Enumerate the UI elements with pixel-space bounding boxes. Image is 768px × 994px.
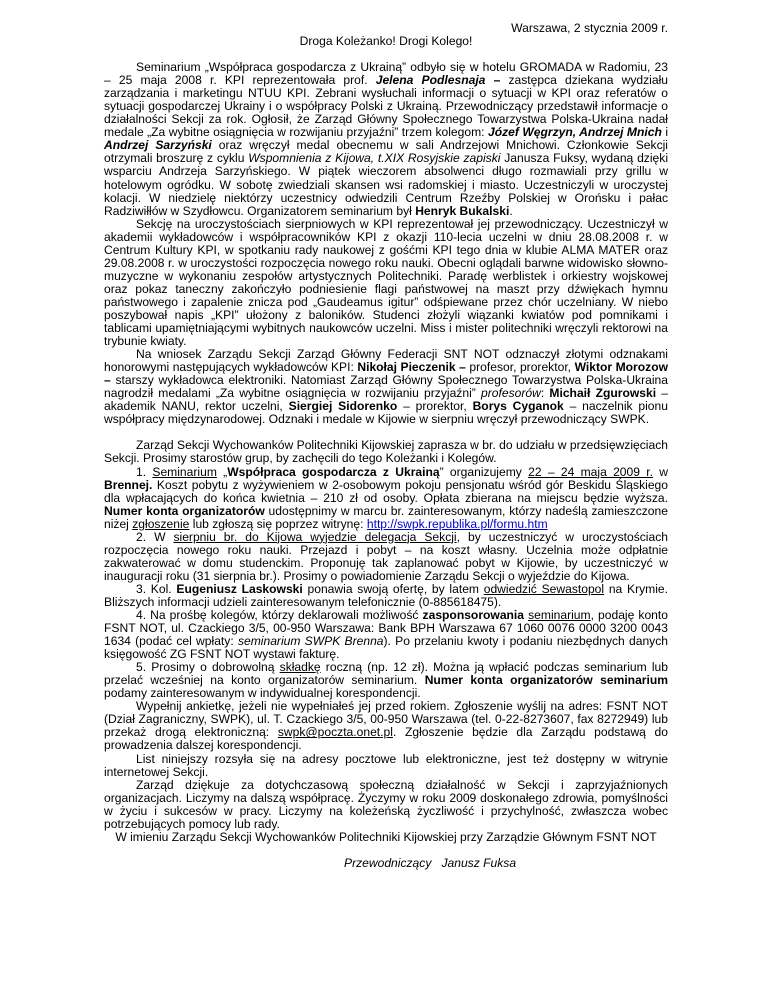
paragraph-item-1: 1. Seminarium „Współpraca gospodarcza z Ukrainą” organizujemy 22 – 24 maja 2009 r. w Brennej. Koszt pobytu z wyżywieniem w 2-osobowym pokoju pensjonatu wśród gór Beskidu Śląskiego dla wpłacających do końca kwietnia – 210 zł od osoby. Opłata zbierana na miejscu będzie wyższa. Numer konta organizatorów udostępnimy w marcu br. zainteresowanym, którzy nadeślą zamieszczone niżej zgłoszenie lub zgłoszą się poprzez witrynę: http://swpk.republika.pl/formu.htm [104,464,668,531]
letter-date: Warszawa, 2 stycznia 2009 r. [511,21,668,35]
paragraph-kpi-ceremonies: Sekcję na uroczystościach sierpniowych w KPI reprezentował jej przewodniczący. Uczestniczył w akademii wykładowców i współpracowników KPI z okazji 110-lecia uczelni w dniu 28.08.2008 r. w Centrum Kultury KPI, w spotkaniu rady naukowej z gośćmi KPI tego dnia w klubie ALMA MATER oraz 29.08.2008 r. w uroczystości rozpoczęcia nowego roku nauki. Obecni oglądali barwne widowisko słowno-muzyczne w wykonaniu zespołów artystycznych Politechniki. Paradę werblistek i orkiestry wojskowej oraz pokaz taneczny zakończyło podniesienie flagi państwowej na maszt przy dźwiękach hymnu państwowego i zapalenie znicza pod „Gaudeamus igitur” odśpiewane przez chór uczelniany. W niebo poszybował napis „KPI” ułożony z baloników. Studenci złożyli wiązanki kwiatów pod pomnikami i tablicami upamiętniającymi wybitnych naukowców uczelni. Miss i mister politechniki wręczyli rektorowi na trybunie kwiaty. [104,216,668,349]
paragraph-item-4: 4. Na prośbę kolegów, którzy deklarowali możliwość zasponsorowania seminarium, podaję konto FSNT NOT, ul. Czackiego 3/5, 00-950 Warszawa: Bank BPH Warszawa 67 1060 0076 0000 3200 0043 1634 (podać cel wpłaty: seminarium SWPK Brenna). Po przelaniu kwoty i podaniu niezbędnych danych księgowość ZG FSNT NOT wystawi fakturę. [104,608,669,662]
letter-greeting: Droga Koleżanko! Drogi Kolego! [299,34,473,49]
registration-form-link[interactable]: http://swpk.republika.pl/formu.htm [366,516,548,531]
paragraph-item-2: 2. W sierpniu br. do Kijowa wyjedzie delegacja Sekcji, by uczestniczyć w uroczystościach rozpoczęcia nowego roku nauki. Przejazd i pobyt – na koszt własny. Uczelnia może odpłatnie zakwaterować w domu studenckim. Proponuję tak zaplanować pobyt w Kijowie, by uczestniczyć w inauguracji roku (31 sierpnia br.). Prosimy o powiadomienie Zarządu Sekcji o wyjeździe do Kijowa. [104,529,668,583]
paragraph-distribution: List niniejszy rozsyła się na adresy pocztowe lub elektroniczne, jest też dostępny w witrynie internetowej Sekcji. [104,751,668,779]
paragraph-awards: Na wniosek Zarządu Sekcji Zarząd Główny Federacji SNT NOT odznaczył złotymi odznakami honorowymi następujących wykładowców KPI: Nikołaj Pieczenik – profesor, prorektor, Wiktor Morozow – starszy wykładowca elektroniki. Natomiast Zarząd Główny Społecznego Towarzystwa Polska-Ukraina nagrodził medalami „Za wybitne osiągnięcia w rozwijaniu przyjaźni” profesorów: Michaił Zgurowski – akademik NANU, rektor uczelni, Siergiej Sidorenko – prorektor, Borys Cyganok – naczelnik pionu współpracy międzynarodowej. Odznaki i medale w Kijowie w sierpniu wręczył przewodniczący SWPK. [104,347,668,427]
signature: Przewodniczący Janusz Fuksa [344,855,517,870]
paragraph-item-3: 3. Kol. Eugeniusz Laskowski ponawia swoją ofertę, by latem odwiedzić Sewastopol na Krymie. Bliższych informacji udzieli zainteresowanym telefonicznie (0-885618475). [104,581,668,609]
paragraph-closing: W imieniu Zarządu Sekcji Wychowanków Politechniki Kijowskiej przy Zarządzie Głównym FSNT NOT [115,829,657,844]
paragraph-invitation: Zarząd Sekcji Wychowanków Politechniki Kijowskiej zaprasza w br. do udziału w przedsięwzięciach Sekcji. Prosimy starostów grup, by zachęcili do tego Koleżanki i Kolegów. [104,438,668,466]
letter [104,22,668,870]
paragraph-thanks: Zarząd dziękuje za dotychczasową społeczną działalność w Sekcji i zaprzyjaźnionych organizacjach. Liczymy na dalszą współpracę. Życzymy w roku 2009 doskonałego zdrowia, pomyślności w życiu i sukcesów w pracy. Liczymy na koleżeńską życzliwość i przychylność, zwłaszcza wobec potrzebujących pomocy lub rady. [104,777,668,831]
email-link[interactable]: swpk@poczta.onet.pl [277,725,393,740]
paragraph-survey: Wypełnij ankietkę, jeżeli nie wypełniałeś jej przed rokiem. Zgłoszenie wyślij na adres: FSNT NOT (Dział Zagraniczny, SWPK), ul. T. Czackiego 3/5, 00-950 Warszawa (tel. 0-22-8273607, fax 8272949) lub przekaż drogą elektroniczną: swpk@poczta.onet.pl. Zgłoszenie będzie dla Zarządu podstawą do prowadzenia dalszej korespondencji. [104,699,668,753]
paragraph-seminar-2008: Seminarium „Współpraca gospodarcza z Ukrainą” odbyło się w hotelu GROMADA w Radomiu, 23 – 25 maja 2008 r. KPI reprezentowała prof. Jelena Podlesnaja – zastępca dziekana wydziału zarządzania i marketingu NTUU KPI. Zebrani wysłuchali informacji o sytuacji w KPI oraz referatów o sytuacji gospodarczej Ukrainy i o współpracy Polski z Ukrainą. Przewodniczący przedstawił informacje o działalności Sekcji za rok. Ogłosił, że Zarząd Główny Społecznego Towarzystwa Polska-Ukraina nadał medale „Za wybitne osiągnięcia w rozwijaniu przyjaźni” trzem kolegom: Józef Węgrzyn, Andrzej Mnich i Andrzej Sarzyński oraz wręczył medal obecnemu w sali Andrzejowi Mnichowi. Członkowie Sekcji otrzymali broszurę z cyklu Wspomnienia z Kijowa, t.XIX Rosyjskie zapiski Janusza Fuksy, wydaną dzięki wsparciu Andrzeja Sarzyńskiego. W piątek wieczorem absolwenci długo rozmawiali przy grillu w hotelowym ogródku. W sobotę zwiedziali skansen wsi radomskiej i miasto. Uczestniczyli w uroczystej kolacji. W niedzielę niektórzy uczestnicy odwiedzili Centrum Rzeźby Polskiej w Orońsku i pałac Radziwiłłów w Szydłowcu. Organizatorem seminarium był Henryk Bukalski. [104,60,669,218]
paragraph-item-5: 5. Prosimy o dobrowolną składkę roczną (np. 12 zł). Można ją wpłacić podczas seminarium lub przelać wcześniej na konto organizatorów seminarium. Numer konta organizatorów seminarium podamy zainteresowanym w indywidualnej korespondencji. [104,660,669,701]
